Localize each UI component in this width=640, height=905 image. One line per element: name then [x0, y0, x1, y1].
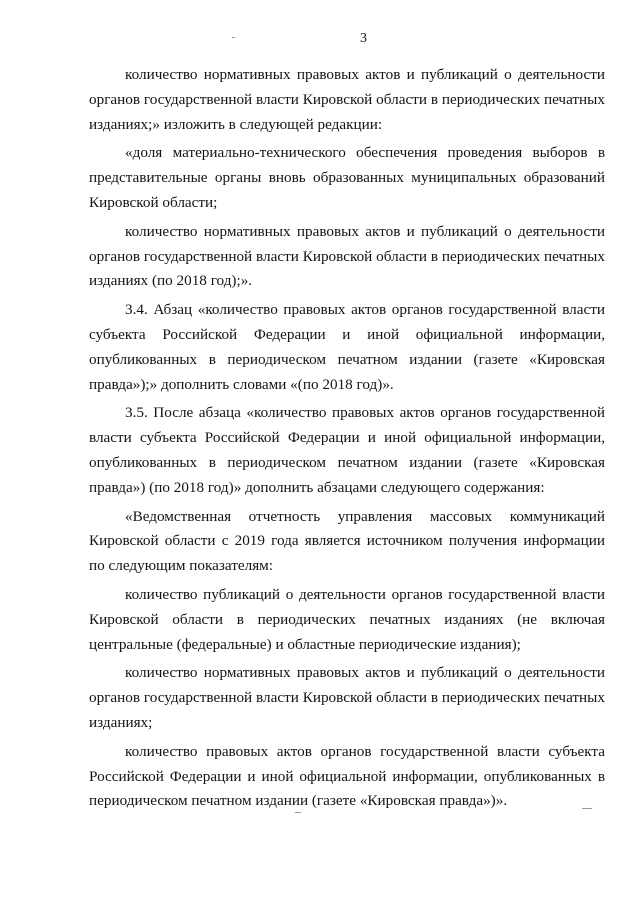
paragraph-5: 3.5. После абзаца «количество правовых актов органов государственной власти субъекта Российской Федерации и иной официальной информации, опубликованных в периодическом печатном издании (газете «Кировская правда») (по 2018 год)» дополнить абзацами следующего содержания: — [89, 404, 605, 496]
paragraph-4: 3.4. Абзац «количество правовых актов органов государственной власти субъекта Российской Федерации и иной официальной информации, опубликованных в периодическом печатном издании (газете «Кировская правда»);» дополнить словами «(по 2018 год)». — [89, 301, 605, 393]
scan-speck — [582, 808, 592, 809]
paragraph-6: «Ведомственная отчетность управления массовых коммуникаций Кировской области с 2019 года является источником получения информации по следующим показателям: — [89, 507, 605, 575]
scan-speck — [232, 37, 235, 38]
paragraph-7: количество публикаций о деятельности органов государственной власти Кировской области в периодических печатных изданиях (не включая центральные (федеральные) и областные периодические издания); — [89, 585, 605, 653]
paragraph-9: количество правовых актов органов государственной власти субъекта Российской Федерации и иной официальной информации, опубликованных в периодическом печатном издании (газете «Кировская правда»)». — [89, 742, 605, 810]
paragraph-2: «доля материально-технического обеспечения проведения выборов в представительные органы вновь образованных муниципальных образований Кировской области; — [89, 144, 605, 211]
paragraph-1: количество нормативных правовых актов и публикаций о деятельности органов государственной власти Кировской области в периодических печатных изданиях;» изложить в следующей редакции: — [89, 66, 605, 133]
scan-speck — [295, 812, 301, 813]
page-number: 3 — [360, 31, 367, 46]
paragraph-8: количество нормативных правовых актов и публикаций о деятельности органов государственной власти Кировской области в периодических печатных изданиях; — [89, 664, 605, 731]
document-body — [89, 63, 605, 814]
paragraph-3: количество нормативных правовых актов и публикаций о деятельности органов государственной власти Кировской области в периодических печатных изданиях (по 2018 год);». — [89, 222, 605, 290]
